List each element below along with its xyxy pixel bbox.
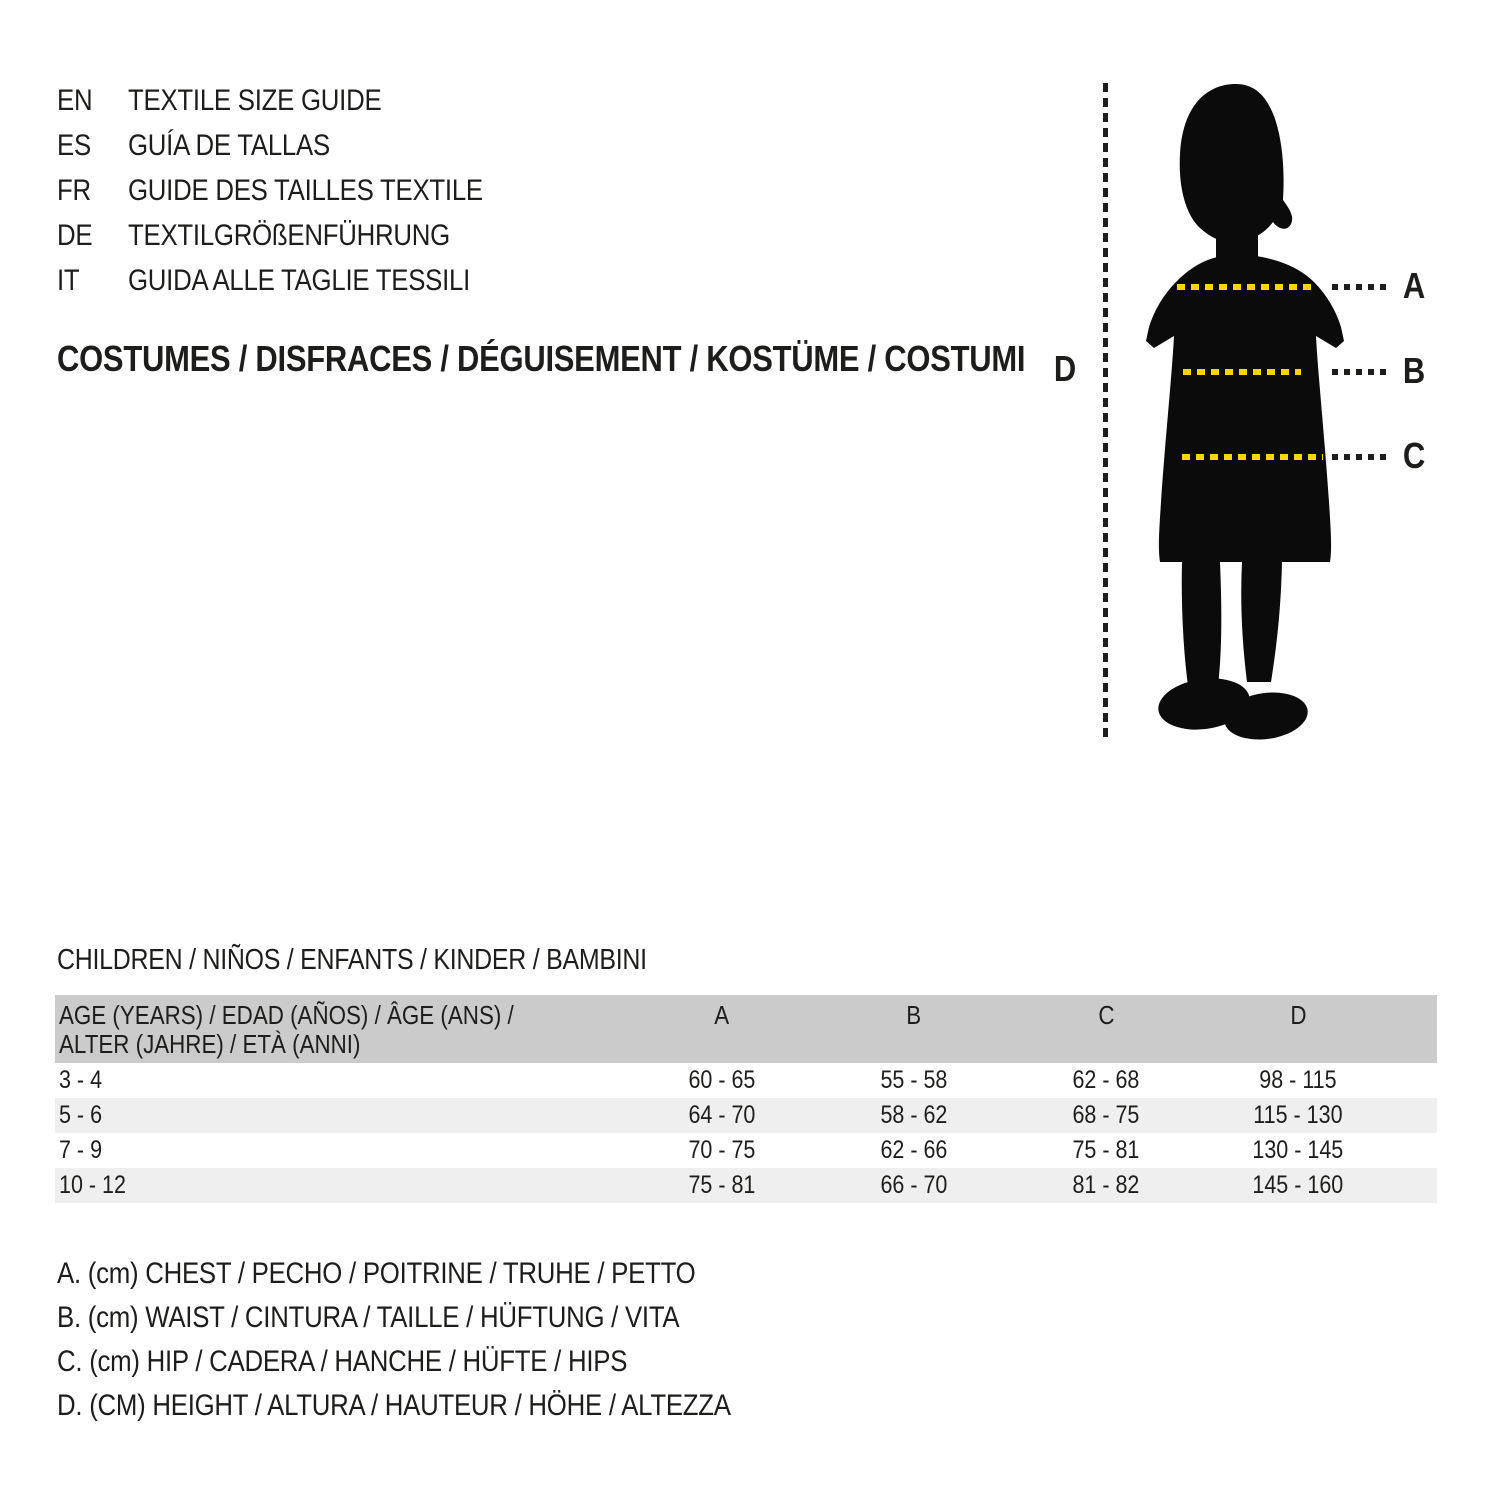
header-col-b (818, 995, 1010, 1063)
age-value: 7 - 9 (59, 1136, 103, 1164)
chest-value: 70 - 75 (688, 1136, 756, 1164)
label-b (1392, 350, 1436, 392)
table-title-text: CHILDREN / NIÑOS / ENFANTS / KINDER / BAMBINI (57, 944, 647, 976)
age-cell (55, 1136, 626, 1165)
chest-cell (626, 1066, 818, 1095)
height-value: 98 - 115 (1259, 1066, 1337, 1094)
waist-value: 55 - 58 (880, 1066, 948, 1094)
chest-value: 60 - 65 (688, 1066, 756, 1094)
silhouette-torso (1146, 254, 1344, 562)
legend-line-chest (57, 1252, 840, 1296)
header-filler (1394, 995, 1437, 1063)
height-value: 130 - 145 (1252, 1136, 1344, 1164)
header-col-d-text: D (1289, 1000, 1307, 1030)
language-code: DE (57, 218, 93, 252)
label-c (1392, 435, 1436, 477)
table-row (55, 1098, 1437, 1133)
language-code: EN (57, 83, 93, 117)
waist-cell (818, 1101, 1010, 1130)
waist-connector-dots (1332, 369, 1388, 375)
chest-value: 64 - 70 (688, 1101, 756, 1129)
category-text: COSTUMES / DISFRACES / DÉGUISEMENT / KOSTÜME / COSTUMI (57, 338, 1026, 379)
language-row-es (57, 123, 541, 168)
age-cell (55, 1171, 626, 1200)
language-row-fr (57, 168, 541, 213)
language-label: TEXTILGRÖßENFÜHRUNG (128, 218, 450, 252)
legend-line-hip (57, 1340, 840, 1384)
chest-cell (626, 1136, 818, 1165)
hip-measure-line-c (1182, 454, 1323, 460)
waist-value: 66 - 70 (880, 1171, 948, 1199)
language-code: ES (57, 128, 91, 162)
age-value: 10 - 12 (59, 1171, 126, 1199)
label-c-text: C (1402, 435, 1426, 476)
table-row (55, 1133, 1437, 1168)
hip-cell (1010, 1136, 1202, 1165)
hip-cell (1010, 1066, 1202, 1095)
chest-cell (626, 1101, 818, 1130)
table-row (55, 1168, 1437, 1203)
language-label: GUIDA ALLE TAGLIE TESSILI (128, 263, 471, 297)
hip-cell (1010, 1101, 1202, 1130)
header-col-c (1010, 995, 1202, 1063)
hip-value: 81 - 82 (1072, 1171, 1140, 1199)
language-row-it (57, 258, 541, 303)
header-col-a-text: A (714, 1000, 730, 1030)
age-value: 5 - 6 (59, 1101, 103, 1129)
chest-value: 75 - 81 (688, 1171, 756, 1199)
label-d (1043, 348, 1087, 390)
label-d-text: D (1053, 348, 1077, 389)
language-title-block (57, 78, 541, 303)
height-cell (1202, 1101, 1394, 1130)
waist-cell (818, 1066, 1010, 1095)
header-age-line2: ALTER (JAHRE) / ETÀ (ANNI) (59, 1029, 361, 1059)
measurement-legend (57, 1252, 840, 1428)
table-header-row (55, 995, 1437, 1063)
language-label: GUIDE DES TAILLES TEXTILE (128, 173, 483, 207)
legend-chest-text: A. (cm) CHEST / PECHO / POITRINE / TRUHE / PETTO (57, 1257, 696, 1290)
label-a (1392, 265, 1436, 307)
height-value: 145 - 160 (1252, 1171, 1344, 1199)
age-cell (55, 1101, 626, 1130)
hip-cell (1010, 1171, 1202, 1200)
header-col-c-text: C (1097, 1000, 1115, 1030)
age-value: 3 - 4 (59, 1066, 103, 1094)
child-silhouette (1120, 82, 1370, 742)
hip-value: 68 - 75 (1072, 1101, 1140, 1129)
header-age-cell (55, 995, 626, 1063)
table-title (57, 944, 743, 977)
legend-line-waist (57, 1296, 840, 1340)
label-b-text: B (1402, 350, 1426, 391)
language-label: TEXTILE SIZE GUIDE (128, 83, 382, 117)
language-label: GUÍA DE TALLAS (128, 128, 330, 162)
hip-value: 75 - 81 (1072, 1136, 1140, 1164)
height-value: 115 - 130 (1253, 1101, 1343, 1129)
legend-hip-text: C. (cm) HIP / CADERA / HANCHE / HÜFTE / HIPS (57, 1345, 628, 1378)
language-row-en (57, 78, 541, 123)
age-cell (55, 1066, 626, 1095)
header-col-d (1202, 995, 1394, 1063)
size-table (55, 995, 1437, 1203)
label-a-text: A (1402, 265, 1426, 306)
chest-connector-dots (1332, 284, 1388, 290)
language-code: FR (57, 173, 91, 207)
header-col-b-text: B (906, 1000, 922, 1030)
header-age-line1: AGE (YEARS) / EDAD (AÑOS) / ÂGE (ANS) / (59, 1000, 514, 1030)
height-line-d (1103, 83, 1108, 742)
silhouette-right-leg (1241, 562, 1282, 682)
silhouette-left-leg (1182, 562, 1222, 686)
header-col-a (626, 995, 818, 1063)
legend-line-height (57, 1384, 840, 1428)
chest-measure-line-a (1177, 284, 1317, 290)
waist-cell (818, 1136, 1010, 1165)
height-cell (1202, 1171, 1394, 1200)
category-line (57, 338, 1183, 380)
waist-cell (818, 1171, 1010, 1200)
height-cell (1202, 1136, 1394, 1165)
language-row-de (57, 213, 541, 258)
table-row (55, 1063, 1437, 1098)
hip-connector-dots (1332, 454, 1388, 460)
legend-waist-text: B. (cm) WAIST / CINTURA / TAILLE / HÜFTUNG / VITA (57, 1301, 680, 1334)
chest-cell (626, 1171, 818, 1200)
waist-value: 62 - 66 (880, 1136, 948, 1164)
waist-value: 58 - 62 (880, 1101, 948, 1129)
waist-measure-line-b (1183, 369, 1301, 375)
hip-value: 62 - 68 (1072, 1066, 1140, 1094)
legend-height-text: D. (CM) HEIGHT / ALTURA / HAUTEUR / HÖHE / ALTEZZA (57, 1389, 731, 1422)
height-cell (1202, 1066, 1394, 1095)
language-code: IT (57, 263, 80, 297)
